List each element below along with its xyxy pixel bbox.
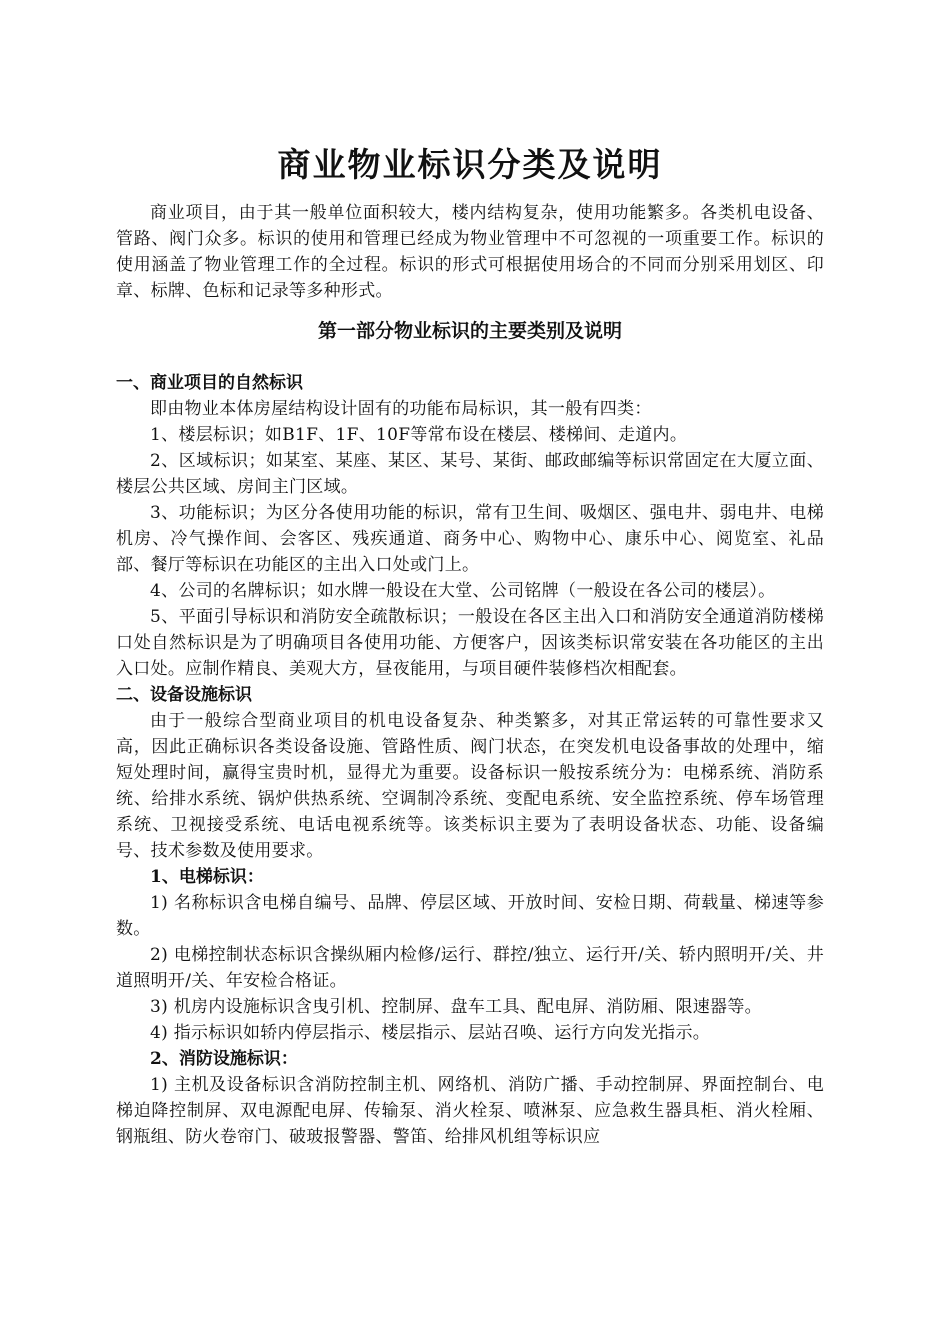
part1-title: 第一部分物业标识的主要类别及说明 <box>317 320 622 342</box>
elevator-item: 2) 电梯控制状态标识含操纵厢内检修/运行、群控/独立、运行开/关、轿内照明开/关、井道照明开/关、年安检合格证。 <box>116 945 824 991</box>
fire-subheading: 2、消防设施标识： <box>150 1049 298 1069</box>
document-title: 商业物业标识分类及说明 <box>277 145 663 184</box>
section1-heading: 一、商业项目的自然标识 <box>116 373 303 393</box>
section2-intro: 由于一般综合型商业项目的机电设备复杂、种类繁多，对其正常运转的可靠性要求又高，因此正确标识各类设备设施、管路性质、阀门状态，在突发机电设备事故的处理中，缩短处理时间，赢得宝贵时机，显得尤为重要。设备标识一般按系统分为：电梯系统、消防系统、给排水系统、锅炉供热系统、空调制冷系统、变配电系统、安全监控系统、停车场管理系统、卫视接受系统、电话电视系统等。该类标识主要为了表明设备状态、功能、设备编号、技术参数及使用要求。 <box>116 711 824 861</box>
section2-heading: 二、设备设施标识 <box>116 685 252 705</box>
section1-intro: 即由物业本体房屋结构设计固有的功能布局标识，其一般有四类： <box>150 399 652 419</box>
document-page <box>116 140 824 1150</box>
section-equipment-marks <box>116 682 824 1150</box>
elevator-item: 4) 指示标识如轿内停层指示、楼层指示、层站召唤、运行方向发光指示。 <box>150 1023 711 1043</box>
section-natural-marks <box>116 370 824 682</box>
fire-item: 1) 主机及设备标识含消防控制主机、网络机、消防广播、手动控制屏、界面控制台、电梯迫降控制屏、双电源配电屏、传输泵、消火栓泵、喷淋泵、应急救生器具柜、消火栓厢、钢瓶组、防火卷帘门、破玻报警器、警笛、给排风机组等标识应 <box>116 1075 824 1147</box>
section1-item: 2、区域标识；如某室、某座、某区、某号、某街、邮政邮编等标识常固定在大厦立面、楼层公共区域、房间主门区域。 <box>116 451 824 497</box>
section1-item: 4、公司的名牌标识；如水牌一般设在大堂、公司铭牌（一般设在各公司的楼层）。 <box>150 581 776 601</box>
section1-item: 1、楼层标识；如B1F、1F、10F等常布设在楼层、楼梯间、走道内。 <box>150 425 688 445</box>
elevator-subheading: 1、电梯标识： <box>150 867 264 887</box>
intro-paragraph: 商业项目，由于其一般单位面积较大，楼内结构复杂，使用功能繁多。各类机电设备、管路、阀门众多。标识的使用和管理已经成为物业管理中不可忽视的一项重要工作。标识的使用涵盖了物业管理工作的全过程。标识的形式可根据使用场合的不同而分别采用划区、印章、标牌、色标和记录等多种形式。 <box>116 203 824 301</box>
section1-item: 3、功能标识；为区分各使用功能的标识，常有卫生间、吸烟区、强电井、弱电井、电梯机房、冷气操作间、会客区、残疾通道、商务中心、购物中心、康乐中心、阅览室、礼品部、餐厅等标识在功能区的主出入口处或门上。 <box>116 503 824 575</box>
section1-item: 5、平面引导标识和消防安全疏散标识；一般设在各区主出入口和消防安全通道消防楼梯口处自然标识是为了明确项目各使用功能、方便客户，因该类标识常安装在各功能区的主出入口处。应制作精良、美观大方，昼夜能用，与项目硬件装修档次相配套。 <box>116 607 824 679</box>
elevator-item: 3) 机房内设施标识含曳引机、控制屏、盘车工具、配电屏、消防厢、限速器等。 <box>150 997 762 1017</box>
elevator-item: 1) 名称标识含电梯自编号、品牌、停层区域、开放时间、安检日期、荷载量、梯速等参数。 <box>116 893 824 939</box>
